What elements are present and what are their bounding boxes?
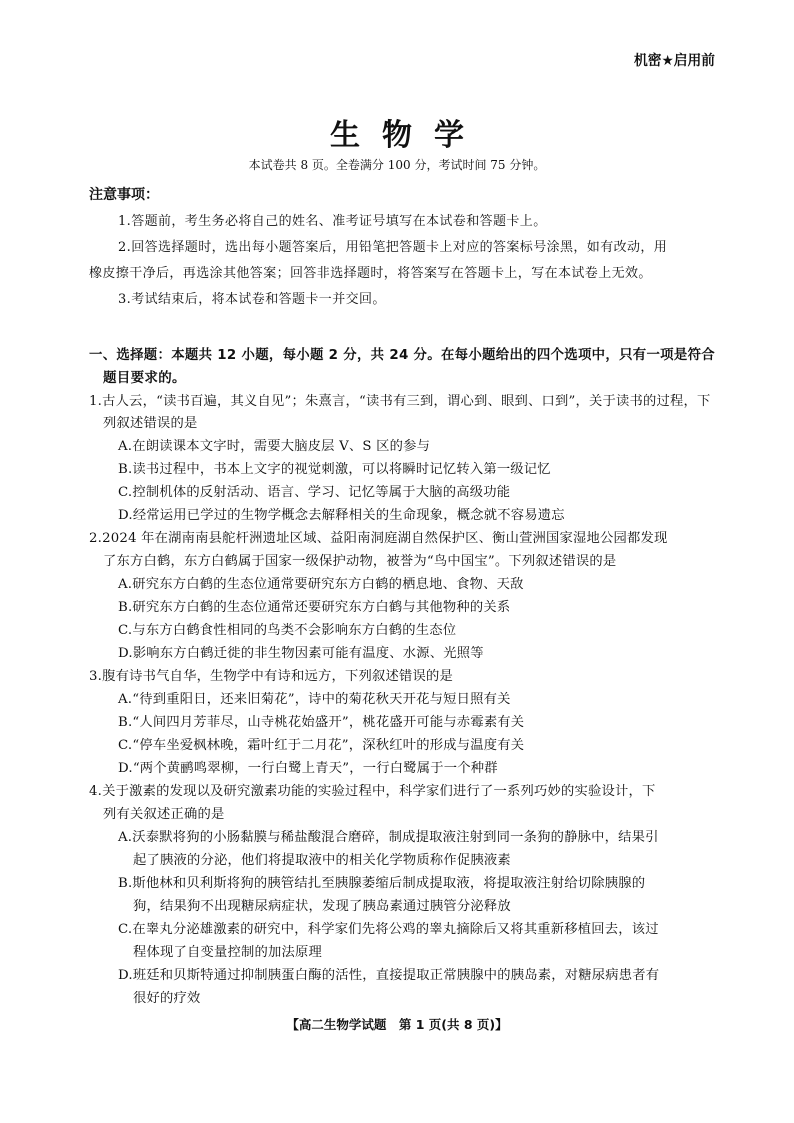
question-4-option-d-line-2: 很好的疗效 xyxy=(133,991,201,1006)
question-2-stem-line-2: 了东方白鹤，东方白鹤属于国家一级保护动物，被誉为“鸟中国宝”。下列叙述错误的是 xyxy=(103,554,617,569)
question-4-option-c-line-1: C.在睾丸分泌雄激素的研究中，科学家们先将公鸡的睾丸摘除后又将其重新移植回去，该过 xyxy=(118,922,659,937)
question-3-option-a: A.“待到重阳日，还来旧菊花”，诗中的菊花秋天开花与短日照有关 xyxy=(118,692,511,707)
section-heading-line-1: 一、选择题：本题共 12 小题，每小题 2 分，共 24 分。在每小题给出的四个选项中，只有一项是符合 xyxy=(89,347,715,363)
notice-item-2-line-1: 2.回答选择题时，选出每小题答案后，用铅笔把答题卡上对应的答案标号涂黑，如有改动，用 xyxy=(118,240,668,255)
page-footer: 【高二生物学试题 第 1 页(共 8 页)】 xyxy=(286,1017,508,1032)
question-1-stem-line-1: 1.古人云，“读书百遍，其义自见”；朱熹言，“读书有三到，谓心到、眼到、口到”，关于读书的过程，下 xyxy=(89,394,711,409)
question-4-stem-line-1: 4.关于激素的发现以及研究激素功能的实验过程中，科学家们进行了一系列巧妙的实验设计，下 xyxy=(89,784,656,799)
question-1-option-a: A.在朗读课本文字时，需要大脑皮层 V、S 区的参与 xyxy=(118,439,431,454)
question-4-stem-line-2: 列有关叙述正确的是 xyxy=(103,807,225,822)
notice-heading: 注意事项： xyxy=(89,187,159,203)
exam-subtitle: 本试卷共 8 页。全卷满分 100 分，考试时间 75 分钟。 xyxy=(248,158,546,172)
question-3-option-c: C.“停车坐爱枫林晚，霜叶红于二月花”，深秋红叶的形成与温度有关 xyxy=(118,738,525,753)
question-4-option-a-line-2: 起了胰液的分泌，他们将提取液中的相关化学物质称作促胰液素 xyxy=(133,853,511,868)
question-4-option-a-line-1: A.沃泰默将狗的小肠黏膜与稀盐酸混合磨碎，制成提取液注射到同一条狗的静脉中，结果引 xyxy=(118,830,659,845)
question-2-option-a: A.研究东方白鹤的生态位通常要研究东方白鹤的栖息地、食物、天敌 xyxy=(118,577,524,592)
notice-item-3: 3.考试结束后，将本试卷和答题卡一并交回。 xyxy=(118,292,386,307)
question-1-stem-line-2: 列叙述错误的是 xyxy=(103,416,198,431)
question-3-option-d: D.“两个黄鹂鸣翠柳，一行白鹭上青天”，一行白鹭属于一个种群 xyxy=(118,761,498,776)
question-4-option-b-line-2: 狗，结果狗不出现糖尿病症状，发现了胰岛素通过胰管分泌释放 xyxy=(133,899,511,914)
notice-item-1: 1.答题前，考生务必将自己的姓名、准考证号填写在本试卷和答题卡上。 xyxy=(118,214,547,229)
question-3-stem: 3.腹有诗书气自华，生物学中有诗和远方，下列叙述错误的是 xyxy=(89,669,454,684)
notice-item-2-line-2: 橡皮擦干净后，再选涂其他答案；回答非选择题时，将答案写在答题卡上，写在本试卷上无效。 xyxy=(89,266,652,281)
question-4-option-b-line-1: B.斯他林和贝利斯将狗的胰管结扎至胰腺萎缩后制成提取液，将提取液注射给切除胰腺的 xyxy=(118,876,646,891)
question-2-option-b: B.研究东方白鹤的生态位通常还要研究东方白鹤与其他物种的关系 xyxy=(118,600,511,615)
question-2-option-c: C.与东方白鹤食性相同的鸟类不会影响东方白鹤的生态位 xyxy=(118,623,457,638)
question-4-option-c-line-2: 程体现了自变量控制的加法原理 xyxy=(133,945,322,960)
question-4-option-d-line-1: D.班廷和贝斯特通过抑制胰蛋白酶的活性，直接提取正常胰腺中的胰岛素，对糖尿病患者有 xyxy=(118,968,660,983)
question-1-option-b: B.读书过程中，书本上文字的视觉刺激，可以将瞬时记忆转入第一级记忆 xyxy=(118,462,551,477)
question-2-option-d: D.影响东方白鹤迁徙的非生物因素可能有温度、水源、光照等 xyxy=(118,646,484,661)
question-1-option-d: D.经常运用已学过的生物学概念去解释相关的生命现象，概念就不容易遗忘 xyxy=(118,508,565,523)
confidential-label: 机密★启用前 xyxy=(634,53,716,69)
question-3-option-b: B.“人间四月芳菲尽，山寺桃花始盛开”，桃花盛开可能与赤霉素有关 xyxy=(118,715,525,730)
exam-title: 生物学 xyxy=(330,118,486,153)
question-2-stem-line-1: 2.2024 年在湖南南县舵杆洲遗址区域、益阳南洞庭湖自然保护区、衡山萱洲国家湿地公园都发现 xyxy=(89,531,668,546)
question-1-option-c: C.控制机体的反射活动、语言、学习、记忆等属于大脑的高级功能 xyxy=(118,485,511,500)
section-heading-line-2: 题目要求的。 xyxy=(103,370,186,386)
